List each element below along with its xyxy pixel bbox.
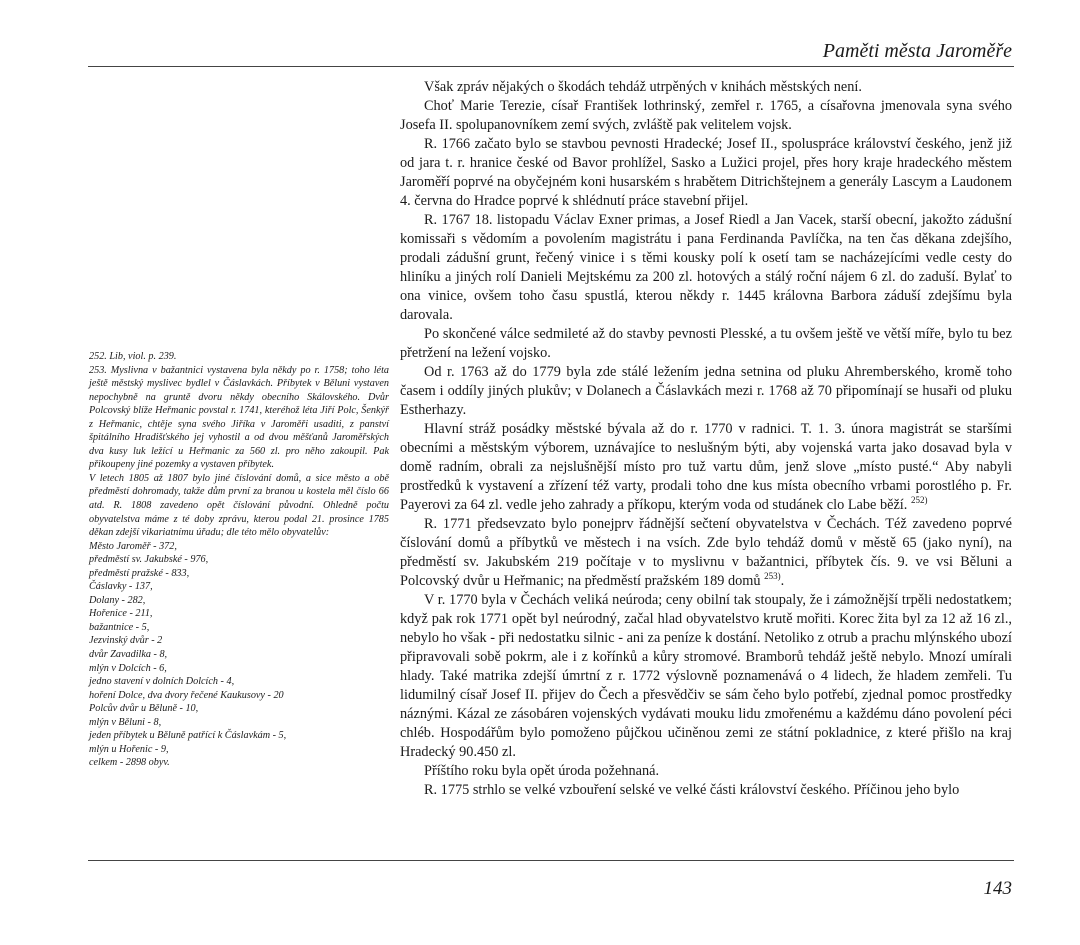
paragraph: Příštího roku byla opět úroda požehnaná. <box>424 763 660 779</box>
list-item: celkem - 2898 obyv. <box>89 757 170 769</box>
paragraph <box>400 515 1012 591</box>
footnotes-column <box>89 350 389 770</box>
list-item: jeden příbytek u Běluně patřící k Čáslavkám - 5, <box>89 730 287 742</box>
list-item: předměstí sv. Jakubské - 976, <box>89 554 209 566</box>
list-item: mlýn v Běluni - 8, <box>89 716 162 728</box>
paragraph: Po skončené válce sedmileté až do stavby pevnosti Plesské, a tu ovšem ještě ve větší míře, bylo tu bez přetržení na ležení vojsko. <box>400 326 1012 361</box>
list-item: Polcův dvůr u Běluně - 10, <box>89 703 199 715</box>
list-item: mlýn v Dolcích - 6, <box>89 662 167 674</box>
list-item: Jezvinský dvůr - 2 <box>89 635 163 647</box>
paragraph: R. 1766 začato bylo se stavbou pevnosti Hradecké; Josef II., spoluspráce království českého, jenž již od jara t. r. hranice české od Bavor prohlížel, Sasko a Lužici projel, přes hory kraje hradeckého městem Jaroměří poprvé na obyčejném koni husarském s hrabětem Ditrichštejnem a generály Lascym a Laudonem 4. června do Hradce poprvé k shlédnutí práce stavební přijel. <box>400 136 1012 209</box>
paragraph: R. 1767 18. listopadu Václav Exner primas, a Josef Riedl a Jan Vacek, starší obecní, jakožto zádušní komissaři s vědomím a povolením magistrátu i pana Ferdinanda Pavlíčka, na ten čas děkana zdejšího, prodali zádušní grunt, řečený vinice i s těmi kousky polí k osetí tam se nacházejícími vedle cesty do hliníku a jiných rolí Danieli Mejtskému za 200 zl. hotových a stálý roční nájem 6 zl. do zaduší. Bylať to ona vinice, ovšem toho času spustlá, kterou někdy r. 1445 královna Barbora záduší zdejšímu byla darovala. <box>400 212 1012 323</box>
paragraph: V r. 1770 byla v Čechách veliká neúroda; ceny obilní tak stoupaly, že i zámožnější trpěli nedostatkem; když pak rok 1771 opět byl neúrodný, začal hlad obyvatelstvo krutě mořiti. Korec žita byl za 12 až 16 zl., nebylo ho však - při nedostatku silnic - ani za peníze k dostání. Netoliko z otrub a prachu mlýnského ubozí připravovali sobě pokrm, ale i z kořínků a kůry stromové. Bramborů tehdáž ještě nebylo. Mnozí umírali hlady. Také matrika zdejší úmrtní z r. 1772 výslovně poznamenává o 4 lidech, že hladem zemřeli. Tu lidumilný císař Josef II. přijev do Čech a přesvědčiv se sám čeho bylo potřebí, zjednal pomoc prostředky náznými. Kázal ze zásobáren vojenských vydávati mouku lidu zmořenému a každému dáno povolení péci chléb. Hospodářům bylo pomoženo půjčkou učiněnou zemi ze státní pokladnice, z které přišlo na kraj Hradecký 90.450 zl. <box>400 592 1012 760</box>
list-item: jedno stavení v dolních Dolcích - 4, <box>89 676 235 688</box>
paragraph: Choť Marie Terezie, císař František lothrinský, zemřel r. 1765, a císařovna jmenovala syna svého Josefa II. spolupanovníkem zemí svých, zvláště pak velitelem vojsk. <box>400 98 1012 133</box>
list-item: Čáslavky - 137, <box>89 581 153 593</box>
paragraph-text: R. 1771 předsevzato bylo ponejprv řádnější sečtení obyvatelstva v Čechách. Též zavedeno poprvé číslování domů a příbytků ve městech i na vsích. Zde bylo tehdáž domů v městě 65 (jako nyní), na předměstí sv. Jakubském 219 počítaje v to myslivnu v bažantnici, příbytek čís. 9. ve vsi Běluni a Polcovský dvůr u Heřmanic; na předměstí pražském 189 domů <box>400 516 1012 589</box>
list-item: Hořenice - 211, <box>89 608 153 620</box>
footnote-reference-253[interactable]: 253) <box>764 571 781 582</box>
paragraph <box>400 420 1012 515</box>
list-item: mlýn u Hořenic - 9, <box>89 743 169 755</box>
list-item: Dolany - 282, <box>89 594 146 606</box>
main-text-column <box>400 78 1012 800</box>
running-header-title: Paměti města Jaroměře <box>822 40 1012 62</box>
footnote-252: 252. Lib, viol. p. 239. <box>89 351 177 362</box>
paragraph-text: Hlavní stráž posádky městské bývala až do r. 1770 v radnici. T. 1. 3. února magistrát se staršími obecními a městským výborem, uznávajíce to neslušným býti, aby vojenská varta jako dosavad byla v domě radním, obrali za nejslušnější místo pro tuž vartu dům, jenž slove „místo pusté.“ Aby nabyli prostředků k vystavení a zřízení též varty, prodali toho dne kus místa obecního vrbami porostlého p. Fr. Payerovi za 64 zl. vedle jeho zahrady a příkopu, kterým voda od studánek clo Labe běží. <box>400 421 1012 513</box>
list-item: hoření Dolce, dva dvory řečené Kaukusovy - 20 <box>89 689 284 701</box>
paragraph: Však zpráv nějakých o škodách tehdáž utrpěných v knihách městských není. <box>424 79 862 95</box>
footnote-253-continued: V letech 1805 až 1807 bylo jiné číslování domů, a sice město a obě předměstí dohromady, takže dům první za branou u kostela měl číslo 66 atd. R. 1808 zavedeno opět číslování původní. Ohledně počtu obyvatelstva máme z té doby zprávu, kterou podal 21. prosince 1785 děkan zdejší vikariatnímu úřadu; dle této mělo obyvatelův: <box>89 472 389 539</box>
list-item: předměstí pražské - 833, <box>89 567 190 579</box>
list-item: bažantnice - 5, <box>89 621 150 633</box>
list-item: Město Jaroměř - 372, <box>89 540 177 552</box>
footer-rule <box>88 860 1014 861</box>
paragraph-end: . <box>780 573 785 589</box>
paragraph: R. 1775 strhlo se velké vzbouření selské ve velké části království českého. Příčinou jeho bylo <box>424 782 960 798</box>
page-number: 143 <box>983 878 1012 899</box>
paragraph: Od r. 1763 až do 1779 byla zde stálé ležením jedna setnina od pluku Ahremberského, kromě toho časem i oddíly jiných plukův; v Dolanech a Čáslavkách mezi r. 1768 až 70 připomínají se husaři od pluku Estherhazy. <box>400 364 1012 418</box>
footnote-253: 253. Myslivna v bažantnici vystavena byla někdy po r. 1758; toho léta ještě městský myslivec bydlel v Čáslavkách. Příbytek v Běluni vystaven nepochybně na gruntě dvoru někdy obecního Skálovského. Dvůr Polcovský blíže Heřmanic povstal r. 1741, kteréhož léta Jiří Polc, Šenkýř z Heřmanic, chtěje syna svého Jiříka v Jaroměři usaditi, z panství špitálního Hradišťského jej vyhostil a od dvou měšťanů Jaroměřských dva kusy luk ležící u Heřmanic za 560 zl. pro něho zakoupil. Pak přikoupeny jiné pozemky a vystaven příbytek. <box>89 364 389 471</box>
footnote-reference-252[interactable]: 252) <box>910 495 928 506</box>
population-list <box>89 540 389 770</box>
header-rule <box>88 66 1014 67</box>
list-item: dvůr Zavadilka - 8, <box>89 649 168 661</box>
